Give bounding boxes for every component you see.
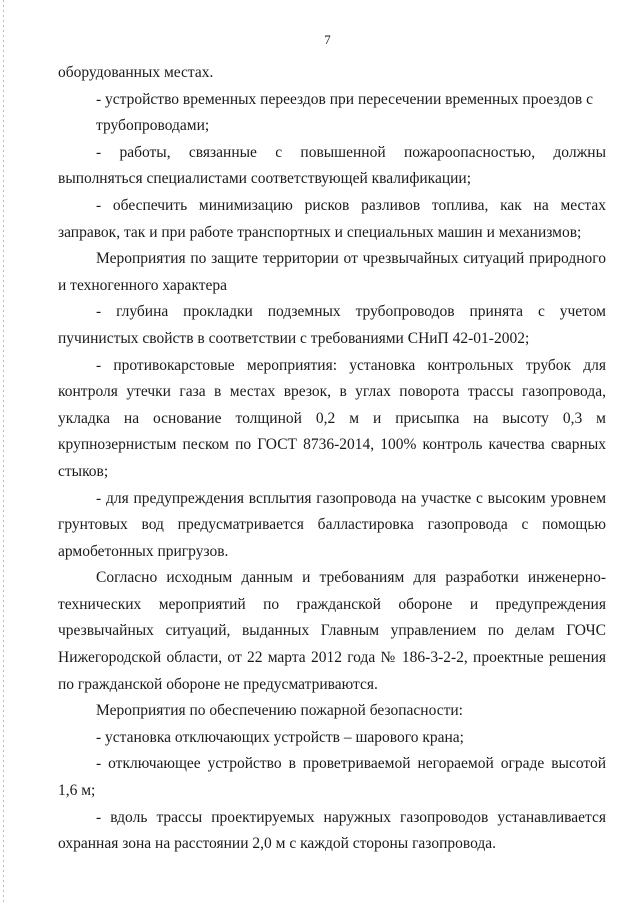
list-item-fuel-spill-risks: - обеспечить минимизацию рисков разливов топлива, как на местах заправок, так и при работе транспортных и специальных машин и механизмов; [58, 196, 606, 241]
page-edge-border [3, 0, 4, 905]
page-number: 7 [324, 32, 331, 47]
section-heading-fire-safety: Мероприятия по обеспечению пожарной безопасности: [96, 702, 463, 720]
list-item-shutoff-devices: - установка отключающих устройств – шарового крана; [96, 728, 464, 746]
paragraph-civil-defense: Согласно исходным данным и требованиям для разработки инженерно-технических мероприятий по гражданской обороне и предупреждения чрезвычайных ситуаций, выданных Главным управлением по делам ГОЧС Нижегородской области, от 22 марта 2012 года № 186-3-2-2, проектные решения по гражданской обороне не предусматриваются. [58, 569, 606, 693]
list-item-protection-zone: - вдоль трассы проектируемых наружных газопроводов устанавливается охранная зона на расстоянии 2,0 м с каждой стороны газопровода. [58, 808, 606, 853]
paragraph-continuation: оборудованных местах. [58, 64, 214, 81]
section-heading-emergency-protection: Мероприятия по защите территории от чрезвычайных ситуаций природного и техногенного характера [58, 250, 606, 294]
list-item-anti-karst-measures: - противокарстовые мероприятия: установка контрольных трубок для контроля утечки газа в местах врезок, в углах поворота трассы газопровода, укладка на основание толщиной 0,2 м и присыпка на высоту 0,3 м крупнозернистым песком по ГОСТ 8736-2014, 100% контроль качества сварных стыков; [58, 356, 606, 480]
list-item-temporary-crossings: - устройство временных переездов при пересечении временных проездов с трубопроводами; [96, 90, 593, 135]
list-item-fire-hazard-works: - работы, связанные с повышенной пожароопасностью, должны выполняться специалистами соответствующей квалификации; [58, 143, 606, 188]
list-item-pipeline-depth: - глубина прокладки подземных трубопроводов принята с учетом пучинистых свойств в соответствии с требованиями СНиП 42-01-2002; [58, 303, 606, 347]
document-body [58, 60, 606, 858]
list-item-ventilated-enclosure: - отключающее устройство в проветриваемой негораемой ограде высотой 1,6 м; [58, 755, 606, 800]
list-item-anti-floating-ballast: - для предупреждения всплытия газопровода на участке с высоким уровнем грунтовых вод предусматривается балластировка газопровода с помощью армобетонных пригрузов. [58, 489, 606, 560]
